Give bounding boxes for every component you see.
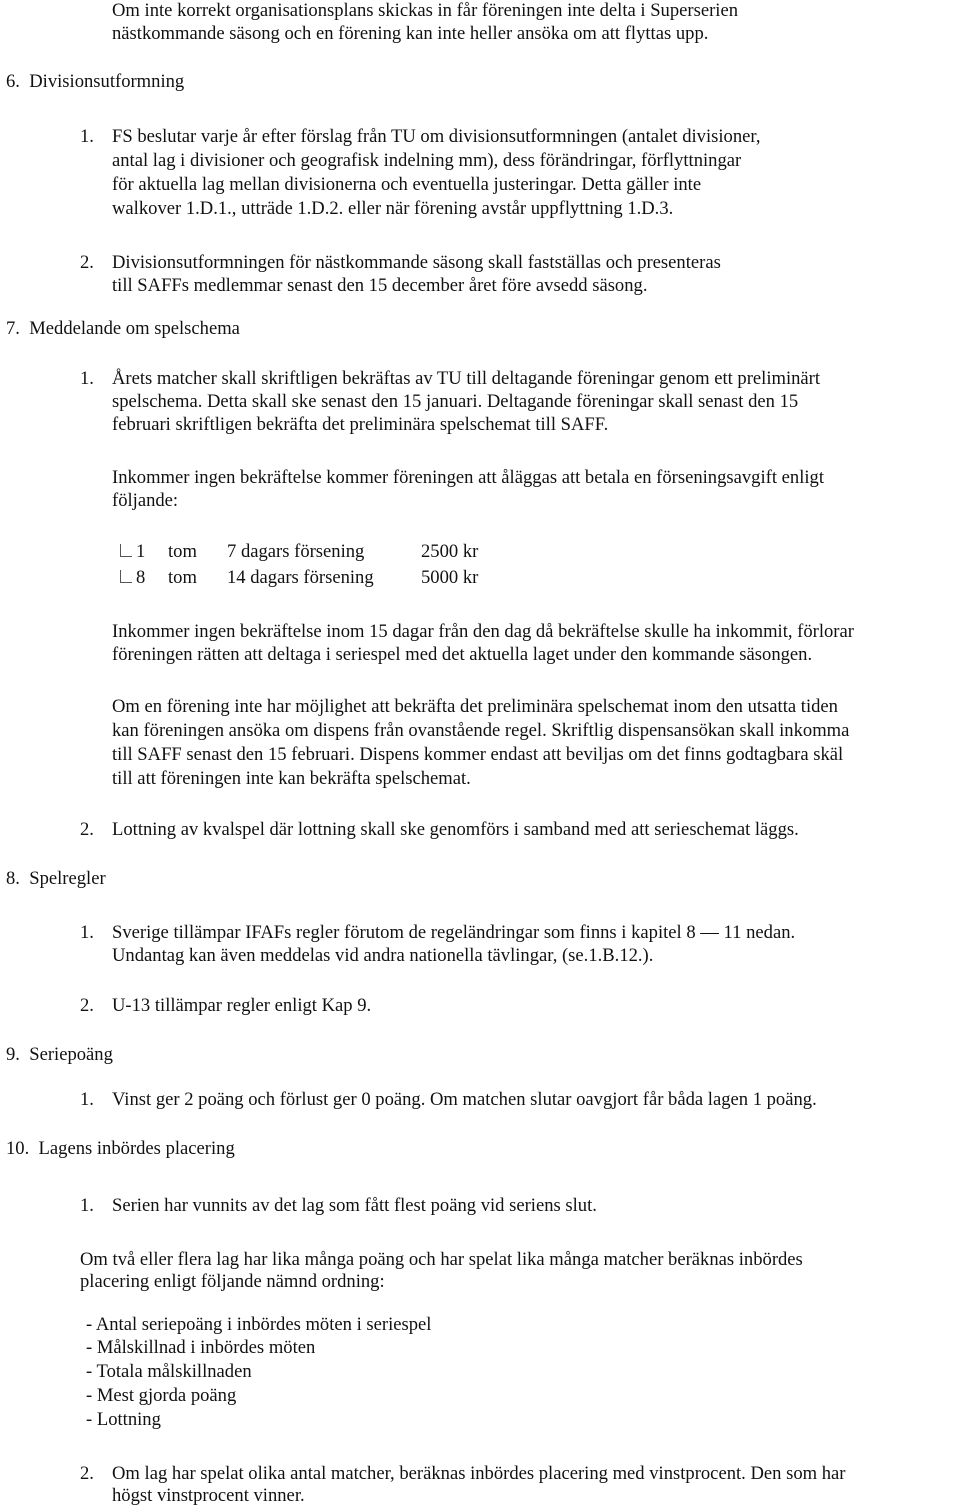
s6-item-2-line-1: Divisionsutformningen för nästkommande säsong skall fastställas och presenteras [112,252,721,273]
checkbox-square-icon [118,570,132,584]
s7-item-1-number: 1. [80,368,94,389]
fee-row-days: 7 dagars försening [227,541,365,562]
fee-row-word: tom [168,541,197,562]
s7-item-2-line-1: Lottning av kvalspel där lottning skall ske genomförs i samband med att serieschemat läggs. [112,819,799,840]
s8-item-2-number: 2. [80,995,94,1016]
section-8-title: Spelregler [29,868,106,889]
s8-item-1-line-1: Sverige tillämpar IFAFs regler förutom de regeländringar som finns i kapitel 8 — 11 nedan. [112,922,796,943]
s8-item-2-line-1: U-13 tillämpar regler enligt Kap 9. [112,995,372,1016]
s7-item-1-line-3: februari skriftligen bekräfta det preliminära spelschemat till SAFF. [112,414,609,435]
section-10-title: Lagens inbördes placering [38,1138,235,1159]
s6-item-1-line-4: walkover 1.D.1., utträde 1.D.2. eller när förening avstår uppflyttning 1.D.3. [112,198,674,219]
fee-row-days: 14 dagars försening [227,567,374,588]
fee-row-amount: 5000 kr [421,567,479,588]
tie-paragraph-line-2: placering enligt följande nämnd ordning: [80,1271,385,1292]
fee-paragraph-line-1: Inkommer ingen bekräftelse kommer föreningen att åläggas att betala en förseningsavgift enligt [112,467,824,488]
section-10-number: 10. [6,1138,30,1159]
s6-item-2-number: 2. [80,252,94,273]
lose-paragraph-line-2: föreningen rätten att deltaga i seriespel med det aktuella laget under den kommande säsongen. [112,644,813,665]
fee-row-word: tom [168,567,197,588]
s6-item-1-line-1: FS beslutar varje år efter förslag från TU om divisionsutformningen (antalet divisioner, [112,126,761,147]
section-8-heading [6,867,106,891]
s7-item-1-line-2: spelschema. Detta skall ske senast den 15 januari. Deltagande föreningar skall senast den 15 [112,391,799,412]
section-7-title: Meddelande om spelschema [29,318,240,339]
s6-item-1-line-3: för aktuella lag mellan divisionerna och eventuella justeringar. Detta gäller inte [112,174,702,195]
fee-paragraph-line-2: följande: [112,490,179,511]
criteria-item: - Mest gjorda poäng [86,1385,237,1406]
checkbox-square-icon [118,544,132,558]
section-9-heading [6,1043,113,1067]
criteria-item: - Totala målskillnaden [86,1361,252,1382]
criteria-item: - Lottning [86,1409,161,1430]
s10-item-2-number: 2. [80,1463,94,1484]
section-9-number: 9. [6,1044,20,1065]
intro-line-1: Om inte korrekt organisationsplans skickas in får föreningen inte delta i Superserien [112,0,738,21]
section-10-heading [6,1137,235,1161]
s10-item-1-line-1: Serien har vunnits av det lag som fått flest poäng vid seriens slut. [112,1195,597,1216]
section-6-number: 6. [6,71,20,92]
section-6-title: Divisionsutformning [29,71,185,92]
lose-paragraph-line-1: Inkommer ingen bekräftelse inom 15 dagar från den dag då bekräftelse skulle ha inkommit, förlorar [112,621,854,642]
intro-line-2: nästkommande säsong och en förening kan inte heller ansöka om att flyttas upp. [112,23,709,44]
s10-item-2-line-1: Om lag har spelat olika antal matcher, beräknas inbördes placering med vinstprocent. Den som har [112,1463,846,1484]
s7-item-1-line-1: Årets matcher skall skriftligen bekräftas av TU till deltagande föreningar genom ett preliminärt [112,368,821,389]
criteria-item: - Målskillnad i inbördes möten [86,1337,316,1358]
s8-item-1-number: 1. [80,922,94,943]
dispens-paragraph-line-4: till att föreningen inte kan bekräfta spelschemat. [112,768,471,789]
s6-item-1-line-2: antal lag i divisioner och geografisk indelning mm), dess förändringar, förflyttningar [112,150,742,171]
fee-row-amount: 2500 kr [421,541,479,562]
dispens-paragraph-line-2: kan föreningen ansöka om dispens från ovanstående regel. Skriftlig dispensansökan skall inkomma [112,720,850,741]
dispens-paragraph-line-1: Om en förening inte har möjlighet att bekräfta det preliminära spelschemat inom den utsatta tiden [112,696,838,717]
s9-item-1-number: 1. [80,1089,94,1110]
s8-item-1-line-2: Undantag kan även meddelas vid andra nationella tävlingar, (se.1.B.12.). [112,945,654,966]
section-7-number: 7. [6,318,20,339]
s10-item-2-line-2: högst vinstprocent vinner. [112,1485,305,1506]
s7-item-2-number: 2. [80,819,94,840]
s6-item-2-line-2: till SAFFs medlemmar senast den 15 december året före avsedd säsong. [112,275,648,296]
section-7-heading [6,317,240,341]
fee-row-from: 1 [118,540,145,564]
section-6-heading [6,70,184,94]
section-9-title: Seriepoäng [29,1044,113,1065]
s10-item-1-number: 1. [80,1195,94,1216]
fee-row-from: 8 [118,566,145,590]
section-8-number: 8. [6,868,20,889]
tie-paragraph-line-1: Om två eller flera lag har lika många poäng och har spelat lika många matcher beräknas inbördes [80,1249,803,1270]
dispens-paragraph-line-3: till SAFF senast den 15 februari. Dispens kommer endast att beviljas om det finns godtagbara skäl [112,744,844,765]
s6-item-1-number: 1. [80,126,94,147]
criteria-item: - Antal seriepoäng i inbördes möten i seriespel [86,1314,432,1335]
s9-item-1-line-1: Vinst ger 2 poäng och förlust ger 0 poäng. Om matchen slutar oavgjort får båda lagen 1 poäng. [112,1089,817,1110]
